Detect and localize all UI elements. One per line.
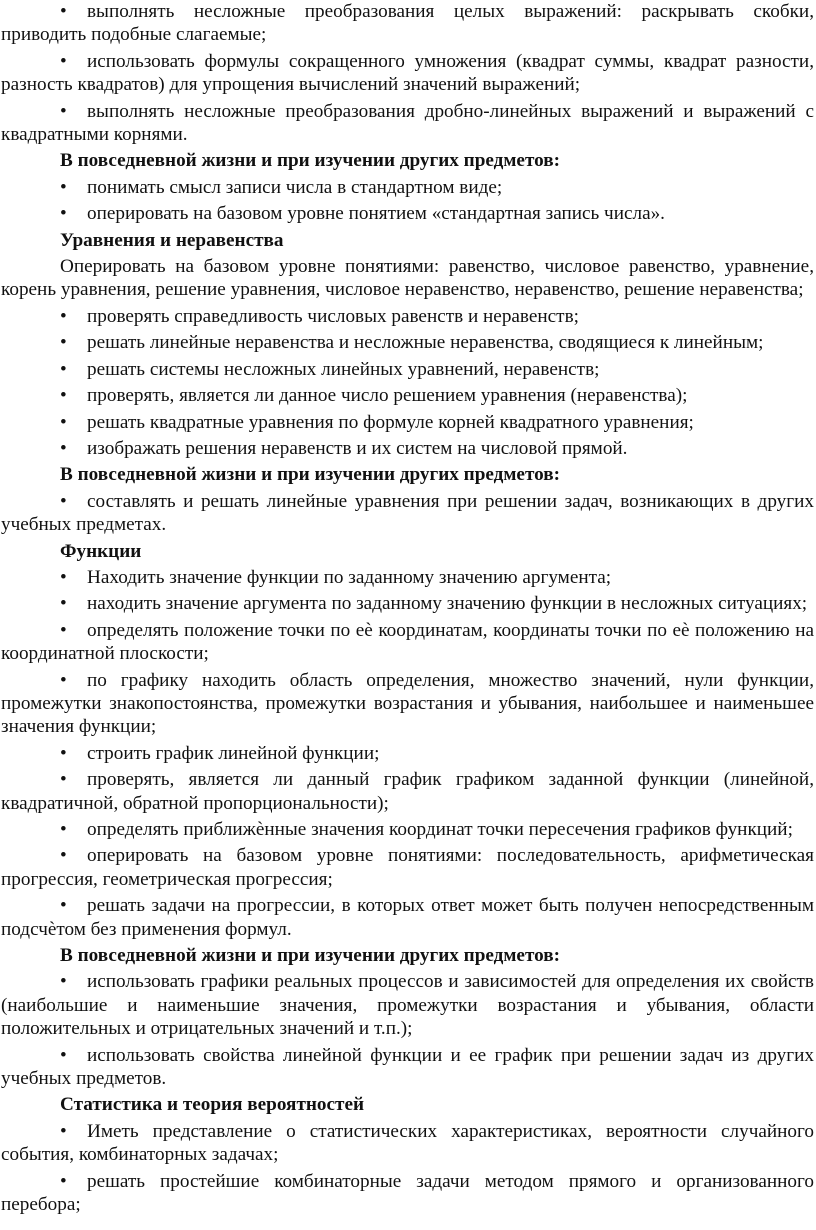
list-item: • проверять справедливость числовых равенств и неравенств; — [1, 305, 814, 328]
list-item: • решать задачи на прогрессии, в которых ответ может быть получен непосредственным подсчѐтом без применения формул. — [1, 894, 814, 941]
list-item: • решать системы несложных линейных уравнений, неравенств; — [1, 358, 814, 381]
list-item: • проверять, является ли данное число решением уравнения (неравенства); — [1, 384, 814, 407]
list-item: • изображать решения неравенств и их систем на числовой прямой. — [1, 437, 814, 460]
list-item: • оперировать на базовом уровне понятием «стандартная запись числа». — [1, 202, 814, 225]
list-item: • выполнять несложные преобразования целых выражений: раскрывать скобки, приводить подобные слагаемые; — [1, 0, 814, 47]
list-item: • Находить значение функции по заданному значению аргумента; — [1, 566, 814, 589]
list-item: • решать квадратные уравнения по формуле корней квадратного уравнения; — [1, 411, 814, 434]
list-item: • решать линейные неравенства и несложные неравенства, сводящиеся к линейным; — [1, 331, 814, 354]
list-item: • по графику находить область определения, множество значений, нули функции, промежутки знакопостоянства, промежутки возрастания и убывания, наибольшее и наименьшее значения функции; — [1, 669, 814, 739]
section-heading: В повседневной жизни и при изучении других предметов: — [60, 150, 560, 172]
list-item: • оперировать на базовом уровне понятиями: последовательность, арифметическая прогрессия, геометрическая прогрессия; — [1, 844, 814, 891]
list-item: • Иметь представление о статистических характеристиках, вероятности случайного события, комбинаторных задачах; — [1, 1120, 814, 1167]
section-heading: В повседневной жизни и при изучении других предметов: — [60, 464, 560, 486]
section-heading: Уравнения и неравенства — [60, 229, 284, 251]
list-item: • определять приближѐнные значения координат точки пересечения графиков функций; — [1, 818, 814, 841]
list-item: • понимать смысл записи числа в стандартном виде; — [1, 176, 814, 199]
list-item: • использовать графики реальных процессов и зависимостей для определения их свойств (наибольшие и наименьшие значения, промежутки возрастания и убывания, области положительных и отрицательных значений и т.п.); — [1, 970, 814, 1040]
list-item: • выполнять несложные преобразования дробно-линейных выражений и выражений с квадратными корнями. — [1, 100, 814, 147]
list-item: • использовать формулы сокращенного умножения (квадрат суммы, квадрат разности, разность квадратов) для упрощения вычислений значений выражений; — [1, 50, 814, 97]
list-item: • использовать свойства линейной функции и ее график при решении задач из других учебных предметов. — [1, 1044, 814, 1091]
list-item: • строить график линейной функции; — [1, 742, 814, 765]
section-heading: В повседневной жизни и при изучении других предметов: — [60, 945, 560, 967]
paragraph: Оперировать на базовом уровне понятиями: равенство, числовое равенство, уравнение, корень уравнения, решение уравнения, числовое неравенство, неравенство, решение неравенства; — [1, 256, 814, 301]
section-heading: Статистика и теория вероятностей — [60, 1094, 365, 1116]
list-item: • решать простейшие комбинаторные задачи методом прямого и организованного перебора; — [1, 1170, 814, 1217]
list-item: • находить значение аргумента по заданному значению функции в несложных ситуациях; — [1, 592, 814, 615]
list-item: • составлять и решать линейные уравнения при решении задач, возникающих в других учебных предметах. — [1, 490, 814, 537]
section-heading: Функции — [60, 540, 142, 562]
list-item: • определять положение точки по eè координатам, координаты точки по eè положению на координатной плоскости; — [1, 619, 814, 666]
list-item: • проверять, является ли данный график графиком заданной функции (линейной, квадратичной, обратной пропорциональности); — [1, 768, 814, 815]
